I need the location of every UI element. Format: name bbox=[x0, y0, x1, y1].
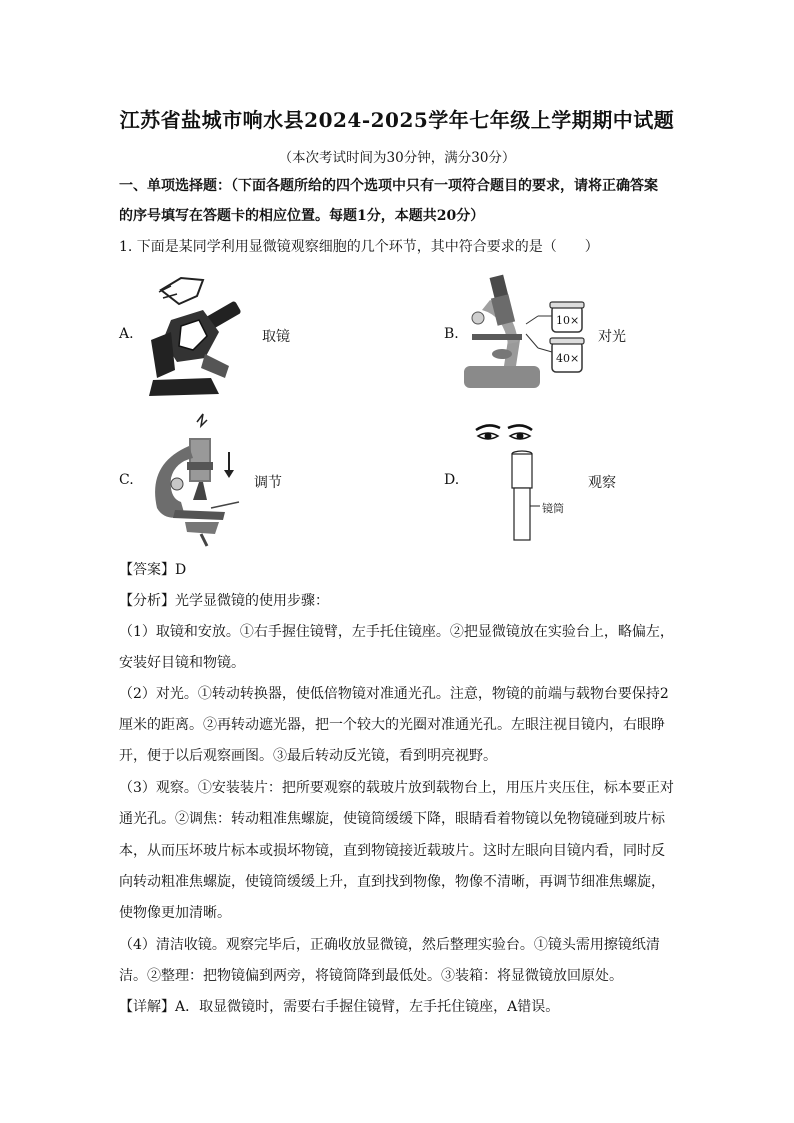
analysis-line: 开，便于以后观察画图。③最后转动反光镜，看到明亮视野。 bbox=[119, 748, 497, 764]
analysis-line: 【分析】光学显微镜的使用步骤： bbox=[119, 593, 329, 609]
option-b-letter: B. bbox=[444, 326, 459, 342]
analysis-line: 洁。②整理：把物镜偏到两旁，将镜筒降到最低处。③装箱：将显微镜放回原处。 bbox=[119, 968, 623, 984]
option-c-caption: 调节 bbox=[254, 475, 282, 491]
analysis-line: 【详解】A．取显微镜时，需要右手握住镜臂，左手托住镜座，A错误。 bbox=[119, 999, 560, 1015]
answer-line: 【答案】D bbox=[119, 562, 187, 578]
analysis-line: （2）对光。①转动转换器，使低倍物镜对准通光孔。注意，物镜的前端与载物台要保持2 bbox=[119, 686, 669, 702]
option-d-image bbox=[466, 414, 578, 548]
option-c-image bbox=[141, 412, 245, 548]
analysis-line: 安装好目镜和物镜。 bbox=[119, 655, 245, 671]
analysis-line: 通光孔。②调焦：转动粗准焦螺旋，使镜筒缓缓下降，眼睛看着物镜以免物镜碰到玻片标 bbox=[119, 811, 665, 827]
section-heading-line-1: 一、单项选择题：（下面各题所给的四个选项中只有一项符合题目的要求，请将正确答案 bbox=[119, 178, 658, 194]
option-a-letter: A. bbox=[119, 326, 134, 342]
analysis-line: 厘米的距离。②再转动遮光器，把一个较大的光圈对准通光孔。左眼注视目镜内，右眼睁 bbox=[119, 717, 665, 733]
analysis-line: （4）清洁收镜。观察完毕后，正确收放显微镜，然后整理实验台。①镜头需用擦镜纸清 bbox=[119, 937, 660, 953]
analysis-line: 向转动粗准焦螺旋，使镜筒缓缓上升，直到找到物像，物像不清晰，再调节细准焦螺旋， bbox=[119, 874, 665, 890]
page-title: 江苏省盐城市响水县2024-2025学年七年级上学期期中试题 bbox=[119, 108, 675, 132]
analysis-line: （1）取镜和安放。①右手握住镜臂，左手托住镜座。②把显微镜放在实验台上，略偏左， bbox=[119, 624, 674, 640]
analysis-line: （3）观察。①安装装片：把所要观察的载玻片放到载物台上，用压片夹压住，标本要正对 bbox=[119, 780, 674, 796]
lens-label-10x: 10× bbox=[556, 314, 580, 327]
question-stem: 1. 下面是某同学利用显微镜观察细胞的几个环节，其中符合要求的是（ ） bbox=[119, 239, 599, 255]
option-c-letter: C. bbox=[119, 472, 134, 488]
analysis-line: 本，从而压坏玻片标本或损坏物镜，直到物镜接近载玻片。这时左眼向目镜内看，同时反 bbox=[119, 843, 665, 859]
option-b-caption: 对光 bbox=[598, 329, 626, 345]
exam-duration-note: （本次考试时间为30分钟，满分30分） bbox=[278, 150, 516, 166]
option-d-caption: 观察 bbox=[588, 475, 616, 491]
lens-label-40x: 40× bbox=[556, 352, 580, 365]
option-a-image bbox=[141, 270, 253, 400]
analysis-line: 使物像更加清晰。 bbox=[119, 905, 231, 921]
section-heading-line-2: 的序号填写在答题卡的相应位置。每题1分，本题共20分） bbox=[119, 208, 485, 224]
option-d-letter: D. bbox=[444, 472, 460, 488]
option-b-image bbox=[464, 270, 592, 398]
option-a-caption: 取镜 bbox=[262, 329, 290, 345]
tube-label: 镜筒 bbox=[542, 502, 564, 515]
